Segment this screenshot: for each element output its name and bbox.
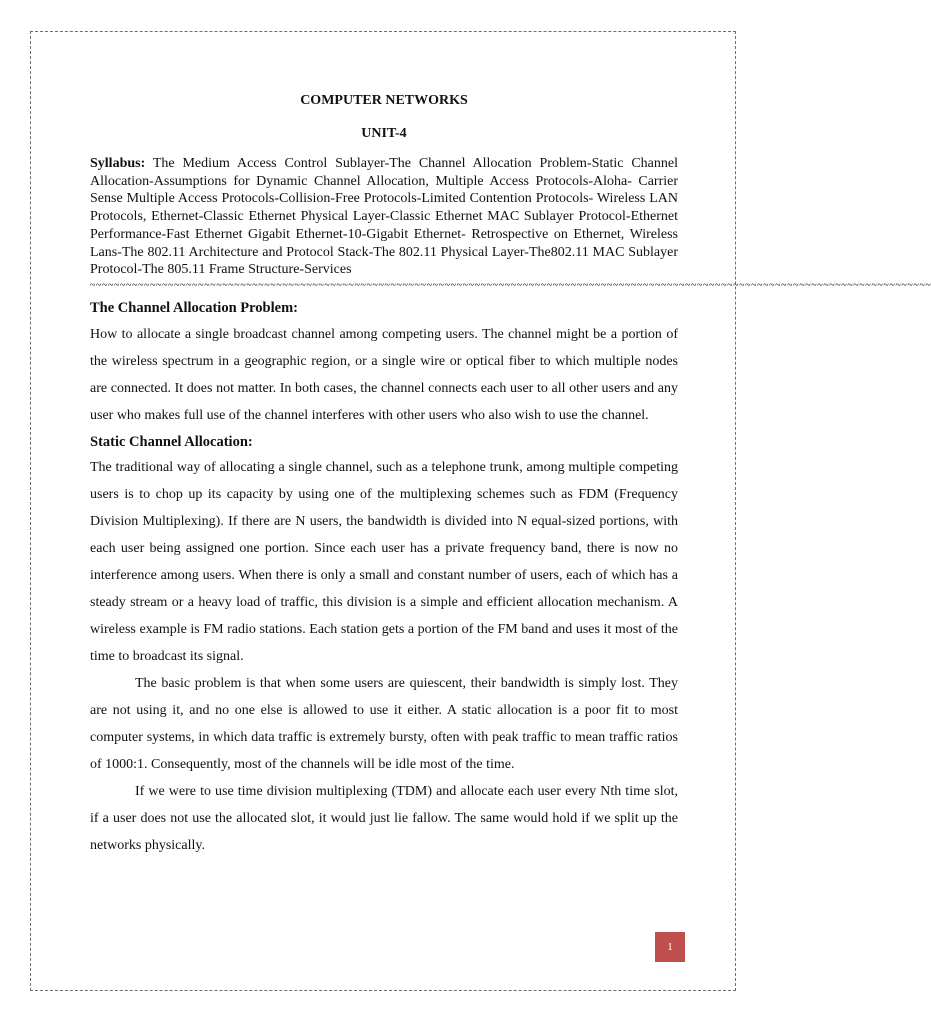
section-heading-channel-allocation-problem: The Channel Allocation Problem: [90, 299, 298, 316]
syllabus-paragraph [90, 155, 678, 279]
document-title: COMPUTER NETWORKS [300, 93, 468, 108]
document-body [90, 92, 931, 859]
paragraph-static-allocation-tdm: If we were to use time division multiplexing (TDM) and allocate each user every Nth time slot, if a user does not use the allocated slot, it would just lie fallow. The same would hold if we split up the networks physically. [90, 783, 678, 853]
paragraph-static-allocation-problem: The basic problem is that when some users are quiescent, their bandwidth is simply lost. They are not using it, and no one else is allowed to use it either. A static allocation is a poor fit to most computer systems, in which data traffic is extremely bursty, often with peak traffic to mean traffic ratios of 1000:1. Consequently, most of the channels will be idle most of the time. [90, 675, 678, 772]
syllabus-label: Syllabus: [90, 156, 146, 171]
paragraph-static-allocation-intro: The traditional way of allocating a single channel, such as a telephone trunk, among multiple competing users is to chop up its capacity by using one of the multiplexing schemes such as FDM (Frequency Division Multiplexing). If there are N users, the bandwidth is divided into N equal-sized portions, with each user being assigned one portion. Since each user has a private frequency band, there is now no interference among users. When there is only a small and constant number of users, each of which has a steady stream or a heavy load of traffic, this division is a simple and efficient allocation mechanism. A wireless example is FM radio stations. Each station gets a portion of the FM band and uses it most of the time to broadcast its signal. [90, 459, 678, 664]
section-heading-static-channel-allocation: Static Channel Allocation: [90, 433, 253, 450]
page-number-badge: 1 [655, 932, 685, 962]
unit-heading: UNIT-4 [361, 126, 407, 141]
tilde-separator: ~~~~~~~~~~~~~~~~~~~~~~~~~~~~~~~~~~~~~~~~~~~~~~~~~~~~~~~~~~~~~~~~~~~~~~~~~~~~~~~~~~~~~~~~~~~~~~~~~~~~~~~~~~~~~~~~~~~~~~~~~~~~~~~~~~~~~~~~~~~~ [90, 279, 931, 291]
paragraph-channel-allocation-problem: How to allocate a single broadcast channel among competing users. The channel might be a portion of the wireless spectrum in a geographic region, or a single wire or optical fiber to which multiple nodes are connected. It does not matter. In both cases, the channel connects each user to all other users and any user who makes full use of the channel interferes with other users who also wish to use the channel. [90, 326, 678, 423]
syllabus-text: The Medium Access Control Sublayer-The Channel Allocation Problem-Static Channel Allocation-Assumptions for Dynamic Channel Allocation, Multiple Access Protocols-Aloha- Carrier Sense Multiple Access Protocols-Collision-Free Protocols-Limited Contention Protocols- Wireless LAN Protocols, Ethernet-Classic Ethernet Physical Layer-Classic Ethernet MAC Sublayer Protocol-Ethernet Performance-Fast Ethernet Gigabit Ethernet-10-Gigabit Ethernet- Retrospective on Ethernet, Wireless Lans-The 802.11 Architecture and Protocol Stack-The 802.11 Physical Layer-The802.11 MAC Sublayer Protocol-The 805.11 Frame Structure-Services [90, 156, 678, 278]
